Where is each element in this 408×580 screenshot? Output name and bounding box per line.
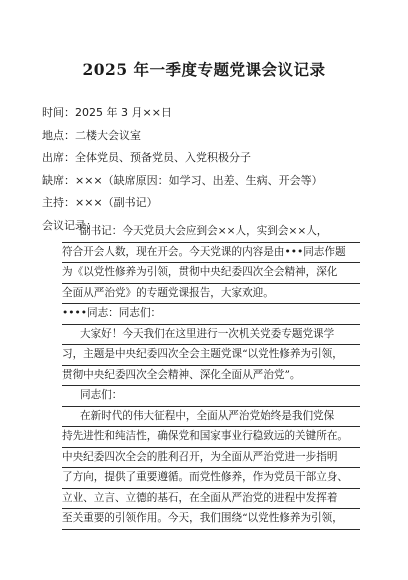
meeting-location: 地点：二楼大会议室: [42, 128, 141, 142]
minutes-body: [62, 222, 360, 530]
meeting-absent: 缺席：×××（缺席原因：如学习、出差、生病、开会等）: [42, 173, 323, 187]
minutes-line: 为《以党性修养为引领，贯彻中央纪委四次全会精神，深化: [62, 263, 360, 284]
minutes-line: 符合开会人数，现在开会。今天党课的内容是由•••同志作题: [62, 243, 360, 264]
minutes-line: 至关重要的引领作用。今天，我们围绕“以党性修养为引领，: [62, 509, 360, 530]
minutes-line: 全面从严治党》的专题党课报告，大家欢迎。: [62, 284, 360, 305]
minutes-line: 中央纪委四次全会的胜利召开，为全面从严治党进一步指明: [62, 448, 360, 469]
meeting-host: 主持：×××（副书记）: [42, 196, 158, 209]
minutes-line: 习，主题是中央纪委四次全会主题党课“以党性修养为引领，: [62, 345, 360, 366]
document-title: 2025 年一季度专题党课会议记录: [82, 60, 326, 79]
minutes-line: 贯彻中央纪委四次全会精神、深化全面从严治党”。: [62, 366, 360, 387]
minutes-line: 副书记：今天党员大会应到会××人，实到会××人，: [62, 222, 360, 243]
minutes-line: 持先进性和纯洁性，确保党和国家事业行稳致远的关键所在。: [62, 427, 360, 448]
minutes-line: 同志们：: [62, 386, 360, 407]
meeting-meta: [42, 102, 323, 237]
minutes-line: 大家好！今天我们在这里进行一次机关党委专题党课学: [62, 325, 360, 346]
minutes-line: 立业、立言、立德的基石，在全面从严治党的进程中发挥着: [62, 489, 360, 510]
minutes-line: 在新时代的伟大征程中，全面从严治党始终是我们党保: [62, 407, 360, 428]
minutes-label: 会议记录：: [42, 218, 97, 232]
meeting-time: 时间：2025 年 3 月××日: [42, 106, 172, 119]
meeting-attendees: 出席：全体党员、预备党员、入党积极分子: [42, 151, 251, 164]
minutes-line: ••••同志：同志们：: [62, 304, 360, 325]
minutes-line: 了方向，提供了重要遵循。而党性修养，作为党员干部立身、: [62, 468, 360, 489]
